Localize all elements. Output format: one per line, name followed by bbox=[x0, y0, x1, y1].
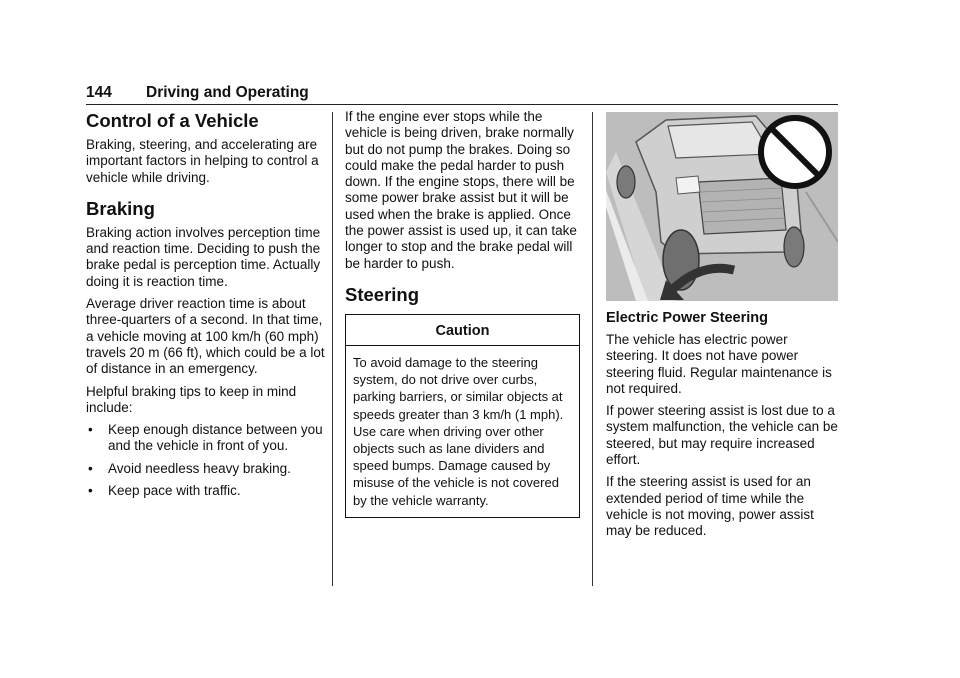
section-title: Driving and Operating bbox=[146, 84, 309, 101]
control-intro: Braking, steering, and accelerating are important factors in helping to control a vehicle while driving. bbox=[86, 137, 319, 185]
list-item: • Keep pace with traffic. bbox=[88, 483, 241, 499]
list-item: • Keep enough distance between you and the vehicle in front of you. bbox=[88, 422, 323, 454]
braking-heading: Braking bbox=[86, 197, 155, 219]
caution-text: To avoid damage to the steering system, do not drive over curbs, parking barriers, or similar objects at speeds greater than 3 km/h (1 mph). Use care when driving over other objects such as lane dividers and speed bumps. Damage caused by misuse of the vehicle is not covered by the vehicle warranty. bbox=[353, 354, 564, 508]
caution-box bbox=[345, 314, 580, 518]
bullet: • bbox=[88, 460, 93, 476]
braking-paragraph-2: Average driver reaction time is about three-quarters of a second. In that time, a vehicle moving at 100 km/h (60 mph) travels 20 m (66 ft), which could be a lot of distance in an emergency. bbox=[86, 296, 325, 377]
column-divider-1 bbox=[332, 112, 333, 586]
eps-heading: Electric Power Steering bbox=[606, 310, 768, 326]
braking-paragraph-1: Braking action involves perception time and reaction time. Deciding to push the brake pedal is perception time. Actually doing it is reaction time. bbox=[86, 224, 321, 289]
column-divider-2 bbox=[592, 112, 593, 586]
bullet: • bbox=[88, 483, 93, 499]
page-header bbox=[86, 84, 838, 105]
steering-heading: Steering bbox=[345, 283, 420, 305]
control-heading: Control of a Vehicle bbox=[86, 110, 259, 131]
engine-stop-paragraph: If the engine ever stops while the vehicle is being driven, brake normally but do not pump the brakes. Doing so could make the pedal harder to push down. If the engine stops, there will be some power brake assist but it will be used when the brake is applied. Once the power assist is used up, it can take longer to stop and the brake pedal will be harder to push. bbox=[345, 109, 577, 271]
column-2 bbox=[345, 109, 580, 518]
braking-paragraph-3: Helpful braking tips to keep in mind include: bbox=[86, 383, 297, 415]
braking-tips-list bbox=[86, 422, 326, 499]
eps-paragraph-3: If the steering assist is used for an extended period of time while the vehicle is not moving, power assist may be reduced. bbox=[606, 474, 814, 539]
column-1 bbox=[86, 110, 326, 505]
bullet: • bbox=[88, 422, 93, 438]
caution-title: Caution bbox=[346, 315, 579, 346]
list-item: • Avoid needless heavy braking. bbox=[88, 460, 291, 476]
truck-curb-illustration bbox=[606, 112, 838, 301]
column-3 bbox=[606, 110, 840, 546]
page-number: 144 bbox=[86, 84, 112, 101]
eps-paragraph-2: If power steering assist is lost due to a system malfunction, the vehicle can be steered, but may require increased effort. bbox=[606, 403, 838, 468]
eps-paragraph-1: The vehicle has electric power steering. It does not have power steering fluid. Regular maintenance is not required. bbox=[606, 332, 832, 396]
